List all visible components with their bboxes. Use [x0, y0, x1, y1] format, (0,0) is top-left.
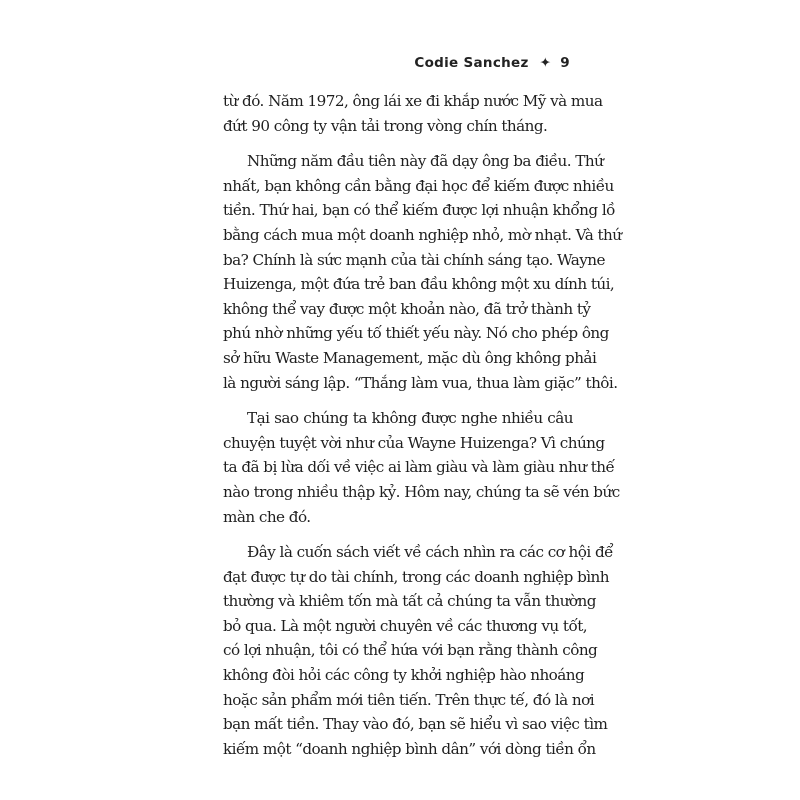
- text-line: chuyện tuyệt vời như của Wayne Huizenga? Vì chúng: [223, 433, 605, 452]
- text-line: là người sáng lập. “Thắng làm vua, thua làm giặc” thôi.: [223, 373, 618, 392]
- header-star-separator-icon: ✦: [539, 55, 552, 71]
- text-line: từ đó. Năm 1972, ông lái xe đi khắp nước Mỹ và mua: [223, 92, 603, 110]
- text-line: Đây là cuốn sách viết về cách nhìn ra các cơ hội để: [247, 543, 613, 562]
- text-line: Tại sao chúng ta không được nghe nhiều câu: [247, 409, 573, 428]
- text-line: Huizenga, một đứa trẻ ban đầu không một xu dính túi,: [223, 275, 615, 294]
- paragraph-4: [223, 540, 613, 761]
- text-line: có lợi nhuận, tôi có thể hứa với bạn rằng thành công: [223, 641, 598, 660]
- text-line: phú nhờ những yếu tố thiết yếu này. Nó cho phép ông: [223, 324, 609, 343]
- text-line: tiền. Thứ hai, bạn có thể kiếm được lợi nhuận khổng lồ: [223, 201, 615, 220]
- text-line: bằng cách mua một doanh nghiệp nhỏ, mờ nhạt. Và thứ: [223, 225, 622, 244]
- text-line: hoặc sản phẩm mới tiên tiến. Trên thực tế, đó là nơi: [223, 690, 595, 709]
- text-line: đứt 90 công ty vận tải trong vòng chín tháng.: [223, 116, 548, 135]
- text-line: thường và khiêm tốn mà tất cả chúng ta vẫn thường: [223, 592, 596, 611]
- body-text: [223, 89, 622, 772]
- header-author: Codie Sanchez: [414, 55, 529, 71]
- paragraph-3: [223, 406, 620, 529]
- text-line: màn che đó.: [223, 507, 311, 526]
- text-line: Những năm đầu tiên này đã dạy ông ba điều. Thứ: [247, 152, 604, 171]
- text-line: kiếm một “doanh nghiệp bình dân” với dòng tiền ổn: [223, 739, 596, 758]
- text-line: bạn mất tiền. Thay vào đó, bạn sẽ hiểu vì sao việc tìm: [223, 715, 608, 734]
- text-line: nào trong nhiều thập kỷ. Hôm nay, chúng ta sẽ vén bức: [223, 482, 620, 501]
- paragraph-1: [223, 89, 603, 138]
- text-line: không thể vay được một khoản nào, đã trở thành tỷ: [223, 299, 591, 318]
- text-line: ba? Chính là sức mạnh của tài chính sáng tạo. Wayne: [223, 250, 605, 269]
- running-header: [414, 55, 570, 71]
- text-line: ta đã bị lừa dối về việc ai làm giàu và làm giàu như thế: [223, 458, 615, 477]
- text-line: bỏ qua. Là một người chuyên về các thương vụ tốt,: [223, 616, 588, 635]
- text-line: đạt được tự do tài chính, trong các doanh nghiệp bình: [223, 567, 610, 586]
- text-line: không đòi hỏi các công ty khởi nghiệp hào nhoáng: [223, 666, 585, 685]
- text-line: nhất, bạn không cần bằng đại học để kiếm được nhiều: [223, 176, 614, 195]
- text-line: sở hữu Waste Management, mặc dù ông không phải: [223, 348, 597, 367]
- header-page-number: 9: [560, 55, 570, 71]
- paragraph-2: [223, 149, 622, 395]
